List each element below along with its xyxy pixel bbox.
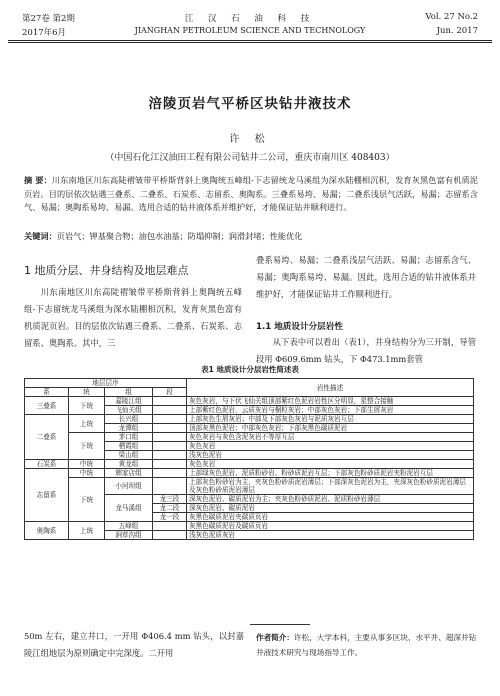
cell-description: 上部灰色生屑灰岩；中部及下部灰色灰岩与泥质灰岩互层 bbox=[187, 415, 474, 424]
keywords bbox=[24, 230, 478, 244]
cell-formation: 涧草沟组 bbox=[105, 531, 153, 540]
table-row bbox=[25, 478, 474, 495]
cell-system: 奥陶系 bbox=[25, 522, 69, 540]
footnote-rule bbox=[250, 624, 310, 625]
table-row bbox=[25, 522, 474, 531]
cell-formation: 栖霞组 bbox=[105, 442, 153, 451]
table-row bbox=[25, 433, 474, 442]
cell-series: 中统 bbox=[69, 469, 105, 478]
author-bio-text: 许松，大学本科，主要从事多区块、水平井、超深井钻井液技术研究与现场指导工作。 bbox=[256, 633, 477, 657]
cell-system: 石炭系 bbox=[25, 460, 69, 469]
affiliation: （中国石化江汉油田工程有限公司钻井二公司，重庆市南川区 408403） bbox=[105, 153, 395, 163]
cell-member bbox=[153, 442, 187, 451]
cell-description: 上部灰色粉砂岩为主，夹灰色粉砂质泥岩薄层；下部深灰色泥岩为主，夹深灰色粉砂质泥岩薄层及灰色粉砂质泥岩薄层 bbox=[187, 478, 474, 495]
table-row bbox=[25, 415, 474, 424]
table-header-series: 统 bbox=[69, 388, 105, 397]
cell-member bbox=[153, 397, 187, 406]
cell-description: 上部紫红色泥岩，云质灰岩与榍粒灰岩；中部灰色灰岩；下部生屑灰岩 bbox=[187, 406, 474, 415]
volume-label: Vol. 27 No.2 bbox=[425, 12, 478, 22]
cell-description: 灰色灰岩 bbox=[187, 460, 474, 469]
issue-label: 第27卷 第2期 bbox=[22, 14, 75, 24]
journal-title-cn: 江 汉 石 油 科 技 bbox=[184, 14, 316, 24]
bottom-left-paragraph: 50m 左右，建立井口，一开用 Φ406.4 mm 钻头，以封嘉陵江组地层为原则确定中完深度。二开用 bbox=[24, 631, 244, 658]
keywords-label: 关键词： bbox=[24, 231, 57, 241]
table-caption: 表1 地质设计分层岩性简述表 bbox=[201, 365, 299, 374]
date-label-left: 2017年6月 bbox=[22, 28, 67, 38]
cell-series: 下统 bbox=[69, 478, 105, 522]
cell-series: 上统 bbox=[69, 415, 105, 433]
cell-description: 灰色灰岩，与下伏飞仙关组顶部紫红色泥岩岩性区分明显，星整合接触 bbox=[187, 397, 474, 406]
table-header-system: 系 bbox=[25, 388, 69, 397]
strata-table bbox=[24, 378, 474, 540]
cell-description: 灰黑色碳质泥岩夹碳质页岩 bbox=[187, 513, 474, 522]
cell-member: 龙二段 bbox=[153, 504, 187, 513]
header-rule bbox=[8, 40, 492, 41]
left-paragraph: 川东南地区川东高陡褶皱带平桥斯背斜上奥陶统五峰组-下志留统龙马溪组为深水陆棚相沉积，发育灰黑色富有机质泥页岩。目的层依次钻遇三叠系、二叠系、石炭系、志留系、奥陶系。其中，三 bbox=[24, 287, 242, 348]
cell-member bbox=[153, 451, 187, 460]
cell-member: 龙三段 bbox=[153, 495, 187, 504]
abstract-text: 川东南地区川东高陡褶皱带平桥斯背斜上奥陶统五峰组-下志留统龙马溪组为深水陆棚相沉积，发育灰黑色富有机质泥页岩。目的层依次钻遇三叠系、二叠系、石炭系、志留系、奥陶系。三叠系易垮、易漏；二叠系浅层气活跃，易漏；志留系含气、易漏；奥陶系易垮、易漏。选用合适的钻井液体系并维护好，才能保证钻井顺利进行。 bbox=[24, 175, 478, 212]
cell-description: 浅灰色泥质灰岩 bbox=[187, 531, 474, 540]
author-name: 许 松 bbox=[229, 134, 271, 145]
cell-description: 灰色灰岩与灰色含泥灰岩不等厚互层 bbox=[187, 433, 474, 442]
abstract bbox=[24, 174, 478, 215]
cell-description: 上部绿灰色泥岩、泥质粉砂岩、粉砂质泥岩互层；下部灰色粉砂质泥岩夹粉泥岩互层 bbox=[187, 469, 474, 478]
cell-description: 深灰色泥岩、碳质泥岩为主；夹灰色粉砂质泥岩、泥质粉砂岩薄层 bbox=[187, 495, 474, 504]
cell-system: 志留系 bbox=[25, 469, 69, 522]
cell-description: 深灰色泥岩、碳质泥岩 bbox=[187, 504, 474, 513]
cell-formation: 小河坝组 bbox=[105, 478, 153, 495]
table-row bbox=[25, 460, 474, 469]
cell-formation: 梁山组 bbox=[105, 451, 153, 460]
cell-member bbox=[153, 531, 187, 540]
right-paragraph: 叠系易垮、易漏；二叠系浅层气活跃、易漏；志留系含气、易漏；奥陶系易垮、易漏。因此，选用合适的钻井液体系并维护好，才能保证钻井工作顺利进行。 bbox=[256, 255, 476, 299]
cell-series: 中统 bbox=[69, 460, 105, 469]
abstract-label: 摘 要： bbox=[24, 175, 52, 185]
table-row bbox=[25, 469, 474, 478]
cell-description: 灰色灰岩 bbox=[187, 442, 474, 451]
cell-member bbox=[153, 406, 187, 415]
cell-member bbox=[153, 460, 187, 469]
right-sub-paragraph: 从下表中可以看出（表1），井身结构分为三开制，导管段用 Φ609.6mm 钻头，下 Φ473.1mm套管 bbox=[256, 337, 476, 364]
cell-series: 下统 bbox=[69, 433, 105, 460]
author-bio-label: 作者简介： bbox=[256, 633, 294, 642]
cell-formation: 茅口组 bbox=[105, 433, 153, 442]
cell-formation: 五峰组 bbox=[105, 522, 153, 531]
table-header-description: 岩性描述 bbox=[187, 379, 474, 397]
cell-member bbox=[153, 478, 187, 495]
date-label-right: Jun. 2017 bbox=[436, 26, 478, 36]
cell-formation: 长兴组 bbox=[105, 415, 153, 424]
cell-member bbox=[153, 424, 187, 433]
cell-member bbox=[153, 469, 187, 478]
cell-series: 上统 bbox=[69, 522, 105, 540]
cell-formation: 嘉陵江组 bbox=[105, 397, 153, 406]
table-header-sequence: 地层层序 bbox=[25, 379, 187, 388]
section-title: 1 地质分层、井身结构及地层难点 bbox=[24, 264, 189, 277]
cell-member bbox=[153, 415, 187, 424]
cell-formation: 龙潭组 bbox=[105, 424, 153, 433]
cell-formation: 飞仙关组 bbox=[105, 406, 153, 415]
cell-description: 浅灰色泥岩 bbox=[187, 451, 474, 460]
table-row bbox=[25, 397, 474, 406]
cell-series: 下统 bbox=[69, 397, 105, 415]
journal-title-en: JIANGHAN PETROLEUM SCIENCE AND TECHNOLOGY bbox=[134, 26, 366, 35]
header-rule-2 bbox=[8, 42, 492, 43]
cell-formation: 黄龙组 bbox=[105, 460, 153, 469]
cell-member bbox=[153, 522, 187, 531]
subsection-title: 1.1 地质设计分层岩性 bbox=[256, 322, 343, 332]
cell-formation: 韩家店组 bbox=[105, 469, 153, 478]
article-title: 涪陵页岩气平桥区块钻井液技术 bbox=[148, 96, 352, 112]
cell-system: 二叠系 bbox=[25, 415, 69, 460]
author-bio bbox=[256, 630, 478, 660]
cell-member: 龙一段 bbox=[153, 513, 187, 522]
cell-description: 顶部灰黑色泥岩；中部灰色灰岩；下部灰黑色碳质泥岩 bbox=[187, 424, 474, 433]
cell-member bbox=[153, 433, 187, 442]
table-header-formation: 组 bbox=[105, 388, 153, 397]
cell-system: 三叠系 bbox=[25, 397, 69, 415]
cell-formation: 龙马溪组 bbox=[105, 495, 153, 522]
cell-description: 灰黑色碳质泥岩及碳质页岩 bbox=[187, 522, 474, 531]
table-header-member: 段 bbox=[153, 388, 187, 397]
keywords-text: 页岩气；钾基聚合物；油包水油基；防塌抑制；润滑封堵；性能优化 bbox=[56, 231, 303, 241]
